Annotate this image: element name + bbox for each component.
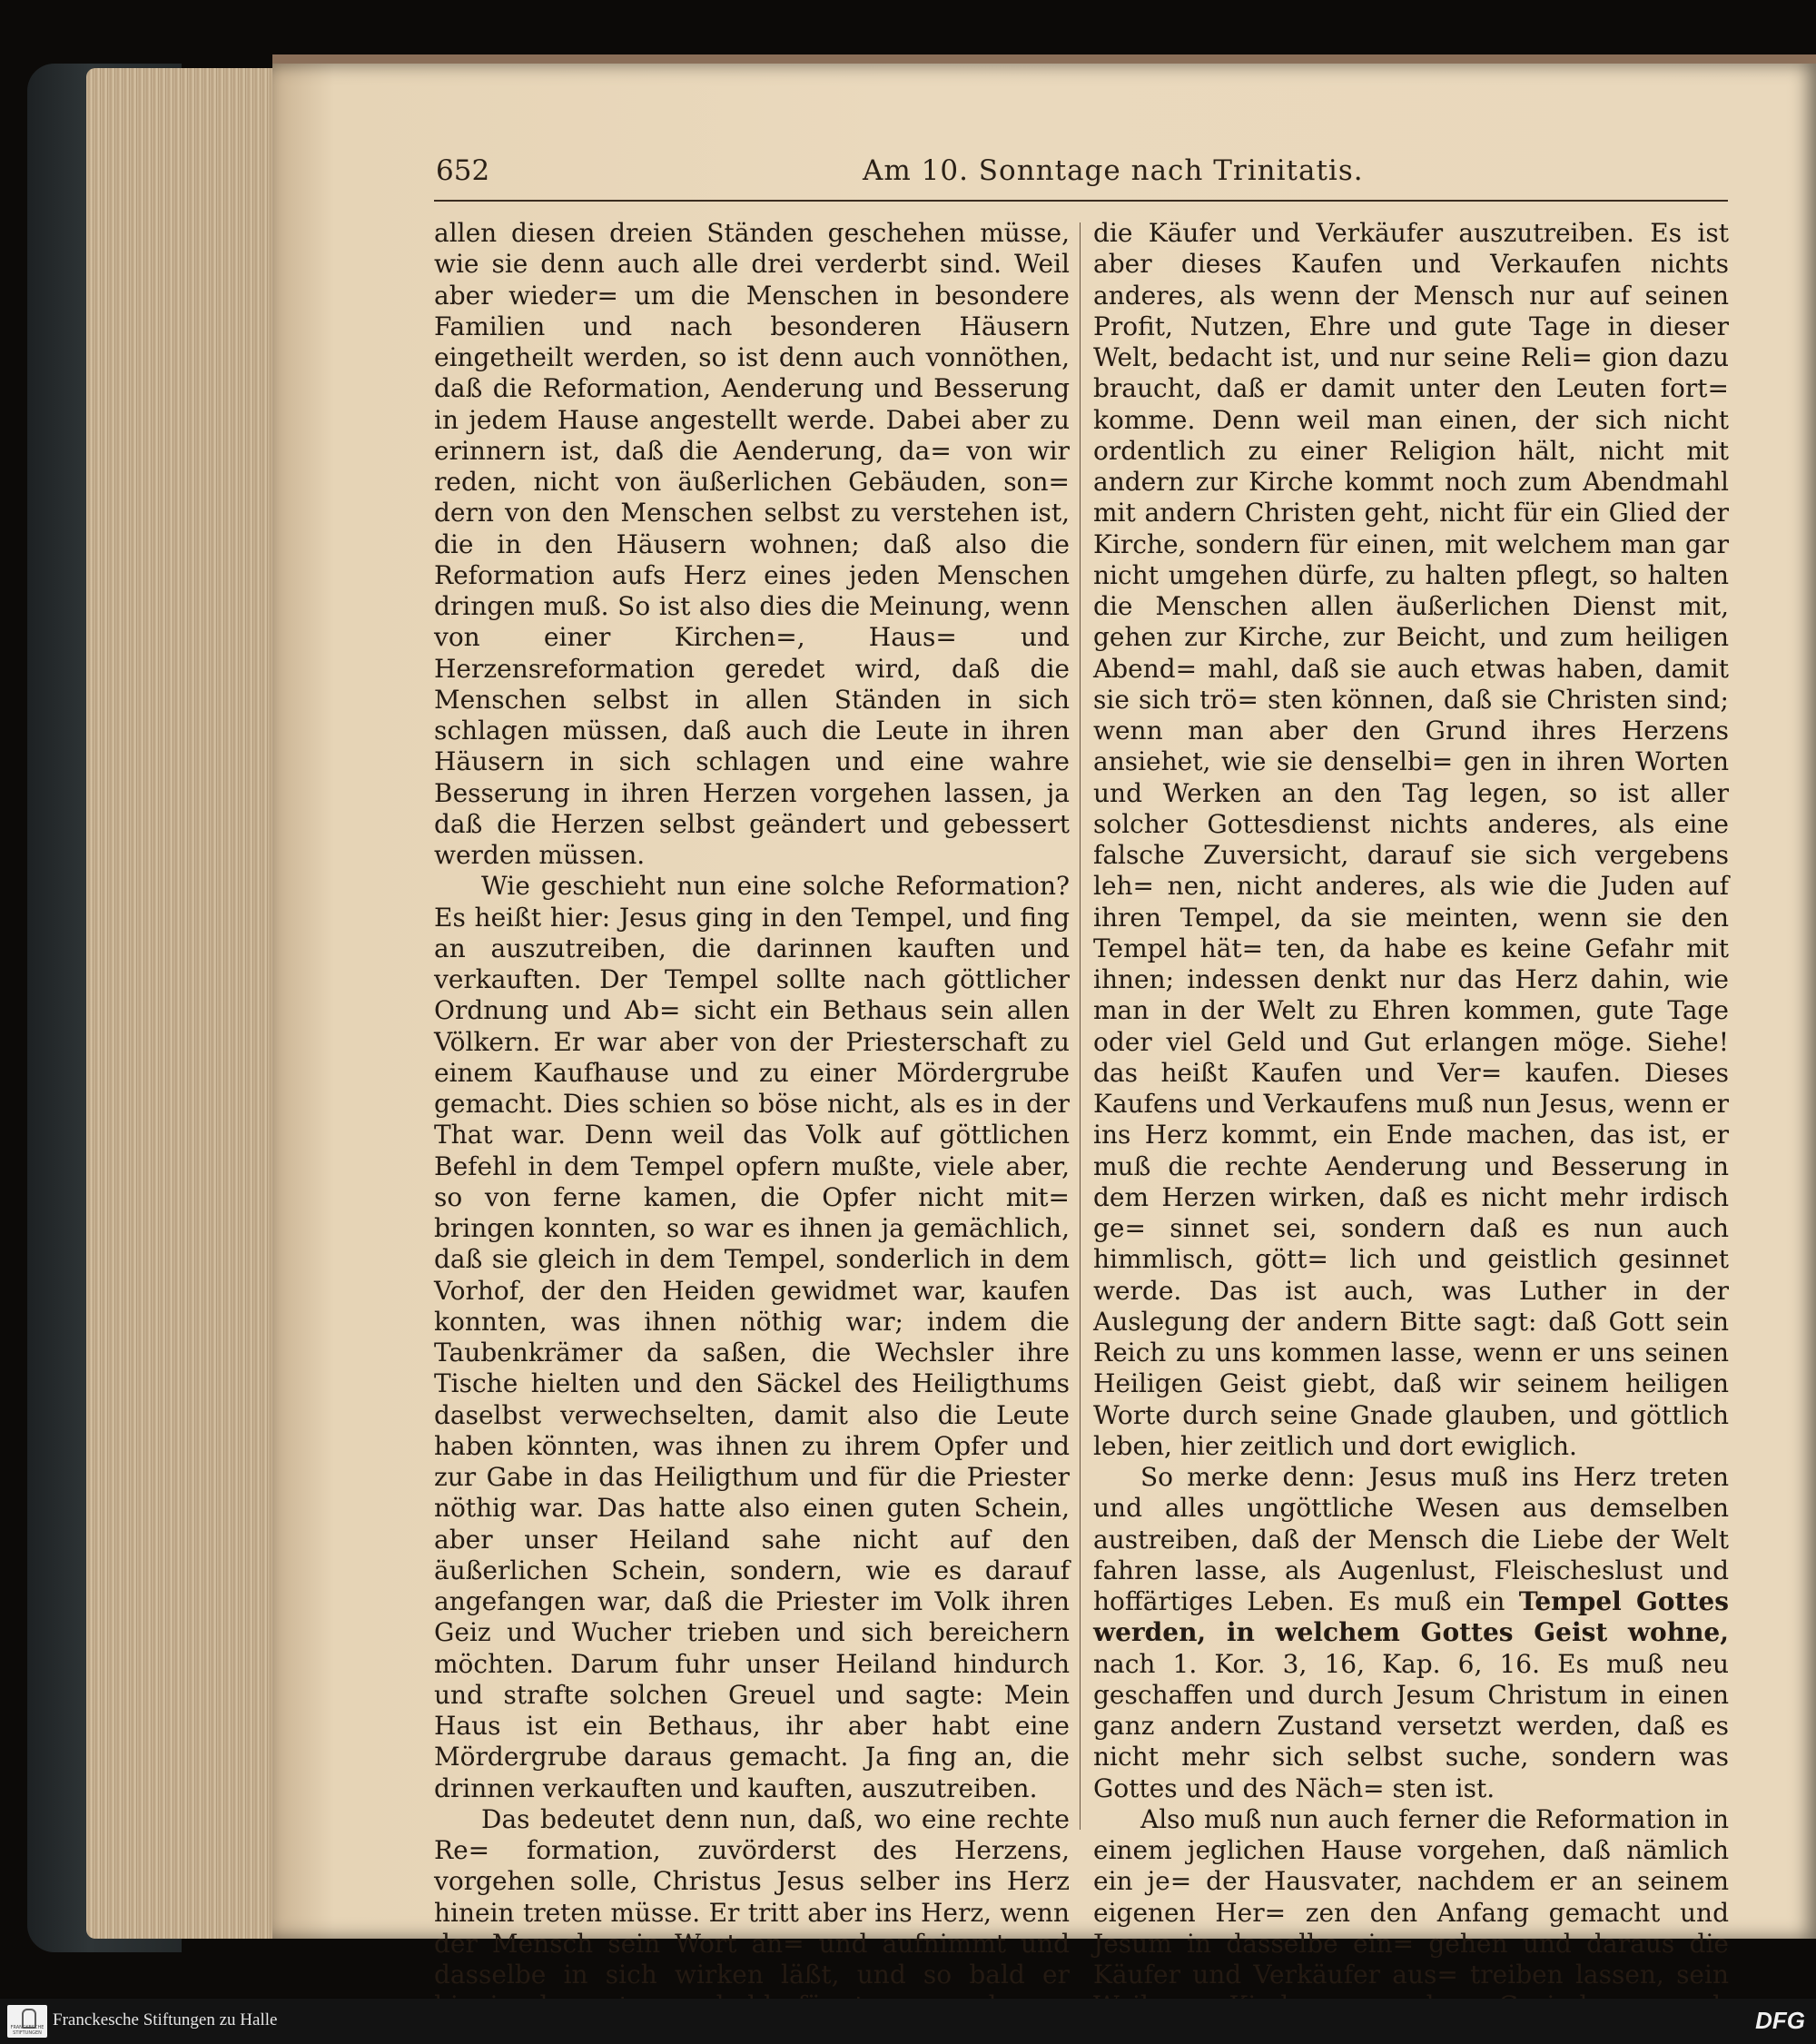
institution-logo[interactable] xyxy=(7,2005,47,2038)
paragraph: Das bedeutet denn nun, daß, wo eine rechte Re= formation, zuvörderst des Herzens, vorgehen solle, Christus Jesus selber ins Herz hinein treten müsse. Er tritt aber ins Herz, wenn der Mensch sein Wort an= und aufnimmt und dasselbe in sich wirken läßt, und so bald er xyxy=(434,1803,1070,1990)
page-number: 652 xyxy=(436,154,490,187)
text-column-left xyxy=(434,218,1070,2022)
paragraph xyxy=(1093,1462,1729,1804)
text-column-right xyxy=(1093,218,1729,2022)
emphasized-text: Tempel Gottes werden, in welchem Gottes Geist wohne, xyxy=(1093,1586,1729,1648)
paragraph-text: So merke denn: Jesus muß ins Herz treten und alles ungöttliche Wesen aus demselben austreiben, daß der Mensch die Liebe der Welt fahren lasse, als Augenlust, Fleischeslust und hoffärtiges Leben. Es muß ein xyxy=(1093,1462,1729,1616)
paragraph: Also muß nun auch ferner die Reformation in einem jeglichen Hause vorgehen, daß nämlich ein je= der Hausvater, nachdem er an seinem eigenen Her= zen den Anfang gemacht und Jesum in dasselbe ein= gehen und daraus die Käufer und Verkäufer aus= treiben lassen, sein xyxy=(1093,1803,1729,1990)
logo-text: FRANCKESCHE STIFTUNGEN xyxy=(10,2025,44,2036)
page-edges xyxy=(86,68,277,1939)
paragraph-text: nach 1. Kor. 3, 16, Kap. 6, 16. Es muß neu geschaffen und durch Jesum Christum in einen ganz andern Zustand versetzt werden, daß es nicht mehr sich selbst suche, sondern was Gottes und des Näch= sten ist. xyxy=(1093,1648,1729,1803)
paragraph: die Käufer und Verkäufer auszutreiben. Es ist aber dieses Kaufen und Verkaufen nichts anderes, als wenn der Mensch nur auf seinen Profit, Nutzen, Ehre und gute Tage in dieser Welt, bedacht ist, und nur seine Reli= gion dazu braucht, daß er damit unter den Leuten fort= komme. Denn weil man einen, der sich nicht ordentlich zu einer Religion hält, nicht mit andern zur Kirche kommt noch zum Abendmahl mit andern Christen geht, nicht für ein Glied der Kirche, sondern für einen, mit welchem man gar nicht umgehen dürfe, zu halten pflegt, so halten die Menschen allen äußerlichen Dienst mit, gehen zur Kirche, zur Beicht, und zum heiligen Abend= mahl, daß sie auch etwas haben, damit sie sich trö= sten können, daß sie Christen sind; wenn man aber den Grund ihres Herzens ansiehet, wie sie denselbi= gen in ihren Worten und Werken an den Tag legen, so ist aller solcher Gottesdienst nichts anderes, als eine falsche Zuversicht, darauf sie sich vergebens leh= nen, nicht anderes, als wie die Juden auf ihren Tempel, da sie meinten, wenn sie den Tempel hät= ten, da habe es keine Gefahr mit ihnen; indessen denkt nur das Herz dahin, wie man in der Welt zu Ehren kommen, gute Tage oder viel Geld und Gut erlangen möge. Siehe! das heißt Kaufen und Ver= kaufen. Dieses Kaufens und Verkaufens muß nun Jesus, wenn er ins Herz kommt, ein Ende machen, das ist, er muß die rechte Aenderung und Besserung in dem Herzen wirken, daß es nicht mehr irdisch ge= sinnet sei, sondern daß es nun auch himmlisch, gött= lich und geistlich gesinnet werde. Das ist auch, was Luther in der Auslegung der andern Bitte sagt: daß Gott sein Reich zu uns kommen lasse, wenn er uns seinen Heiligen Geist giebt, daß wir seinem heiligen Worte durch seine Gnade glauben, und göttlich leben, hier zeitlich und dort ewiglich. xyxy=(1093,218,1729,1461)
running-title: Am 10. Sonntage nach Trinitatis. xyxy=(863,154,1364,187)
header-rule xyxy=(434,200,1728,202)
column-divider xyxy=(1080,222,1081,1830)
paragraph: allen diesen dreien Ständen geschehen müsse, wie sie denn auch alle drei verderbt sind. Weil aber wieder= um die Menschen in besondere Familien und nach besonderen Häusern eingetheilt werden, so ist denn auch vonnöthen, daß die Reformation, Aenderung und Besserung in jedem Hause angestellt werde. Dabei aber zu erinnern ist, daß die Aenderung, da= von wir reden, nicht von äußerlichen Gebäuden, son= dern von den Menschen selbst zu verstehen ist, die in den Häusern wohnen; daß also die Reformation aufs Herz eines jeden Menschen dringen muß. So ist also dies die Meinung, wenn von einer Kirchen=, Haus= und Herzensreformation geredet wird, daß die Menschen selbst in allen Ständen in sich schlagen müssen, daß auch die Leute in ihren Häusern in sich schlagen und eine wahre Besserung in ihren Herzen vorgehen lassen, ja daß die Herzen selbst geändert und gebessert werden müssen. xyxy=(434,218,1070,870)
paragraph: Wie geschieht nun eine solche Reformation? Es heißt hier: Jesus ging in den Tempel, und fing an auszutreiben, die darinnen kauften und verkauften. Der Tempel sollte nach göttlicher Ordnung und Ab= sicht ein Bethaus sein allen Völkern. Er war aber von der Priesterschaft zu einem Kaufhause und zu einer Mördergrube gemacht. Dies schien so böse nicht, als es in der That war. Denn weil das Volk auf göttlichen Befehl in dem Tempel opfern mußte, viele aber, so von ferne kamen, die Opfer nicht mit= bringen konnten, so war es ihnen ja gemächlich, daß sie gleich in dem Tempel, sonderlich in dem Vorhof, der den Heiden gewidmet war, kaufen konnten, was ihnen nöthig war; indem die Taubenkrämer da saßen, die Wechsler ihre Tische hielten und den Säckel des Heiligthums daselbst verwechselten, damit also die Leute haben könnten, was ihnen zu ihrem Opfer und zur Gabe in das Heiligthum und für die Priester nöthig war. Das hatte also einen guten Schein, aber unser Heiland sahe nicht auf den äußerlichen Schein, sondern, wie es darauf angefangen war, daß die Priester im Volk ihren Geiz und Wucher trieben und sich bereichern möchten. Darum fuhr unser Heiland hindurch und strafte solchen Greuel und sagte: Mein Haus ist ein Bethaus, ihr aber habt eine Mördergrube daraus gemacht. Ja fing an, die drinnen verkauften und kauften, auszutreiben. xyxy=(434,871,1070,1803)
viewer-footer xyxy=(0,1999,1816,2044)
institution-name[interactable]: Franckesche Stiftungen zu Halle xyxy=(53,2010,278,2029)
dfg-logo[interactable]: DFG xyxy=(1755,2007,1805,2034)
